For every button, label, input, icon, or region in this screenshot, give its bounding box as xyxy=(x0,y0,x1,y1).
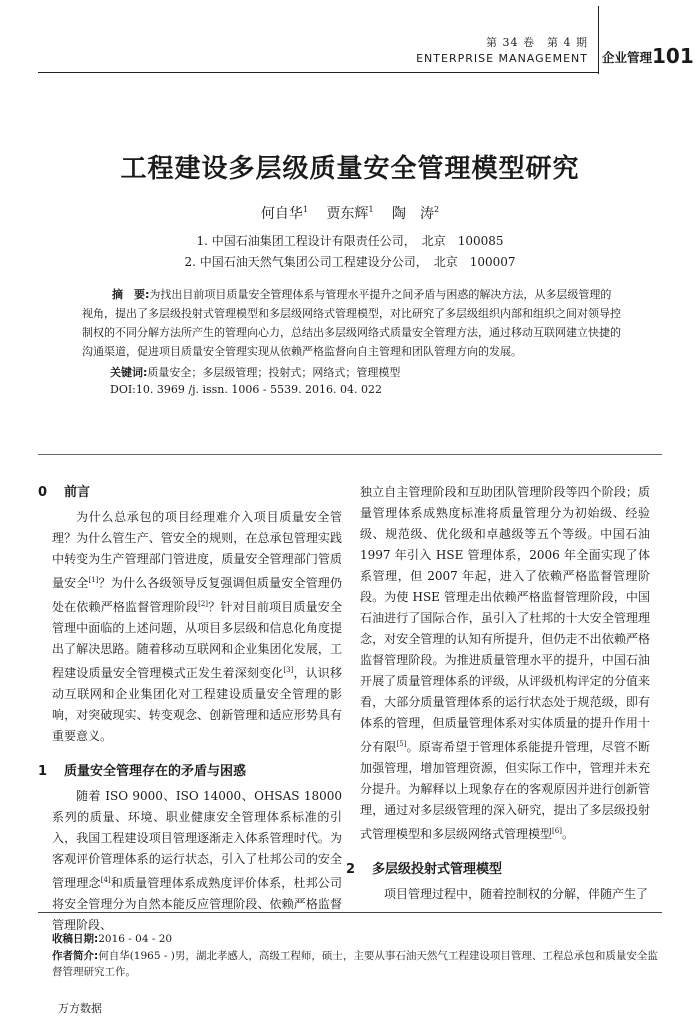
footnote-rule xyxy=(38,912,662,913)
paragraph: 项目管理过程中，随着控制权的分解，伴随产生了 xyxy=(384,887,649,901)
abstract-text: 为找出目前项目质量安全管理体系与管理水平提升之间矛盾与困惑的解决方法，从多层级管理的视角，提出了多层级投射式管理模型和多层级网络式管理模型，对比研究了多层级组织内部和组织之间对领导控制权的不同分解方法所产生的管理向心力，总结出多层级网络式质量安全管理方法，通过移动互联网建立快捷的沟通渠道，促进项目质量安全管理实现从依赖严格监督向自主管理和团队管理方向的发展。 xyxy=(82,288,621,358)
issue-info: 第 34 卷 第 4 期 xyxy=(486,36,588,49)
section-heading: 0 前言 xyxy=(38,485,91,500)
author: 贾东辉$^1$ xyxy=(326,205,374,222)
section-heading: 2 多层级投射式管理模型 xyxy=(346,862,503,877)
header-rule xyxy=(38,72,599,73)
author: 陶 涛$^2$ xyxy=(392,205,440,222)
author: 何自华$^1$ xyxy=(260,205,308,222)
paragraph: 独立自主管理阶段和互助团队管理阶段等四个阶段；质量管理体系成熟度标准将质量管理分为初始级、经验级、规范级、优化级和卓越级等五个等级。中国石油 1997 年引入 HSE 管理体系，2006 年全面实现了体系管理，但 2007 年起，进入了依赖严格监督管理阶段。为使 HSE 管理走出依赖严格监督管理阶段，中国石油进行了国际合作，虽引入了杜邦的十大安全管理理念，对安全管理的认知有所提升，但仍走不出依赖严格监督管理阶段。为推进质量管理水平的提升，中国石油开展了质量管理体系的评级，从评级机构评定的分值来看，大部分质量管理体系的运行状态处于规范级，即有体系的管理，但质量管理体系对实体质量的提升作用十分有限[5]。原寄希望于管理体系能提升管理，尽管不断加强管理，增加管理资源，但实际工作中，管理并未充分提升。为解释以上现象存在的客观原因并进行创新管理，通过对多层级管理的深入研究，提出了多层级投射式管理模型和多层级网络式管理模型[6]。 xyxy=(360,485,650,841)
paragraph: 为什么总承包的项目经理难介入项目质量安全管理？为什么管生产、管安全的规则，在总承包管理实践中转变为生产管理部门管进度，质量安全管理部门管质量安全[1]？为什么各级领导反复强调但质量安全管理仍处在依赖严格监督管理阶段[2]？针对目前项目质量安全管理中面临的上述问题，从项目多层级和信息化角度提出了解决思路。随着移动互联网和企业集团化发展，工程建设质量安全管理模式正发生着深刻变化[3]，认识移动互联网和企业集团化对工程建设质量安全管理的影响，对突破现实、转变观念、创新管理和适应形势具有重要意义。 xyxy=(52,510,342,743)
keywords-label: 关键词: xyxy=(110,366,148,379)
header-journal-en xyxy=(416,52,588,65)
keywords-text: 质量安全；多层级管理；投射式；网络式；管理模型 xyxy=(147,366,401,379)
paragraph: 随着 ISO 9000、ISO 14000、OHSAS 18000 系列的质量、环境、职业健康安全管理体系标准的引入，我国工程建设项目管理逐渐走入体系管理时代。为客观评价管理体系的运行状态，引入了杜邦公司的安全管理理念[4]和质量管理体系成熟度评价体系，杜邦公司将安全管理分为自然本能反应管理阶段、依赖严格监督管理阶段、 xyxy=(52,789,342,932)
right-column xyxy=(346,482,650,905)
journal-name-cn: 企业管理 xyxy=(602,50,653,65)
abstract-label: 摘 要: xyxy=(112,288,150,301)
author-list xyxy=(0,203,700,223)
abstract xyxy=(82,285,622,361)
journal-name-en: ENTERPRISE MANAGEMENT xyxy=(416,52,588,65)
doi: DOI:10. 3969 /j. issn. 1006 - 5539. 2016. 04. 022 xyxy=(110,383,383,396)
section-heading: 1 质量安全管理存在的矛盾与困惑 xyxy=(38,764,247,779)
author-bio: 作者简介:何自华(1965 - )男，湖北孝感人，高级工程师，硕士，主要从事石油天然气工程建设项目管理、工程总承包和质量安全监督管理研究工作。 xyxy=(52,950,658,978)
divider xyxy=(38,454,662,455)
page-number: 101 xyxy=(652,44,694,68)
header-divider xyxy=(598,6,599,74)
paper-title: 工程建设多层级质量安全管理模型研究 xyxy=(120,154,580,184)
received-date: 收稿日期:2016 - 04 - 20 xyxy=(52,933,173,945)
affiliation-2: 2. 中国石油天然气集团公司工程建设分公司， 北京 100007 xyxy=(184,255,516,269)
affiliation-1: 1. 中国石油集团工程设计有限责任公司， 北京 100085 xyxy=(196,234,504,248)
left-column xyxy=(38,482,342,936)
watermark: 万方数据 xyxy=(58,1002,102,1015)
keywords xyxy=(110,364,400,380)
